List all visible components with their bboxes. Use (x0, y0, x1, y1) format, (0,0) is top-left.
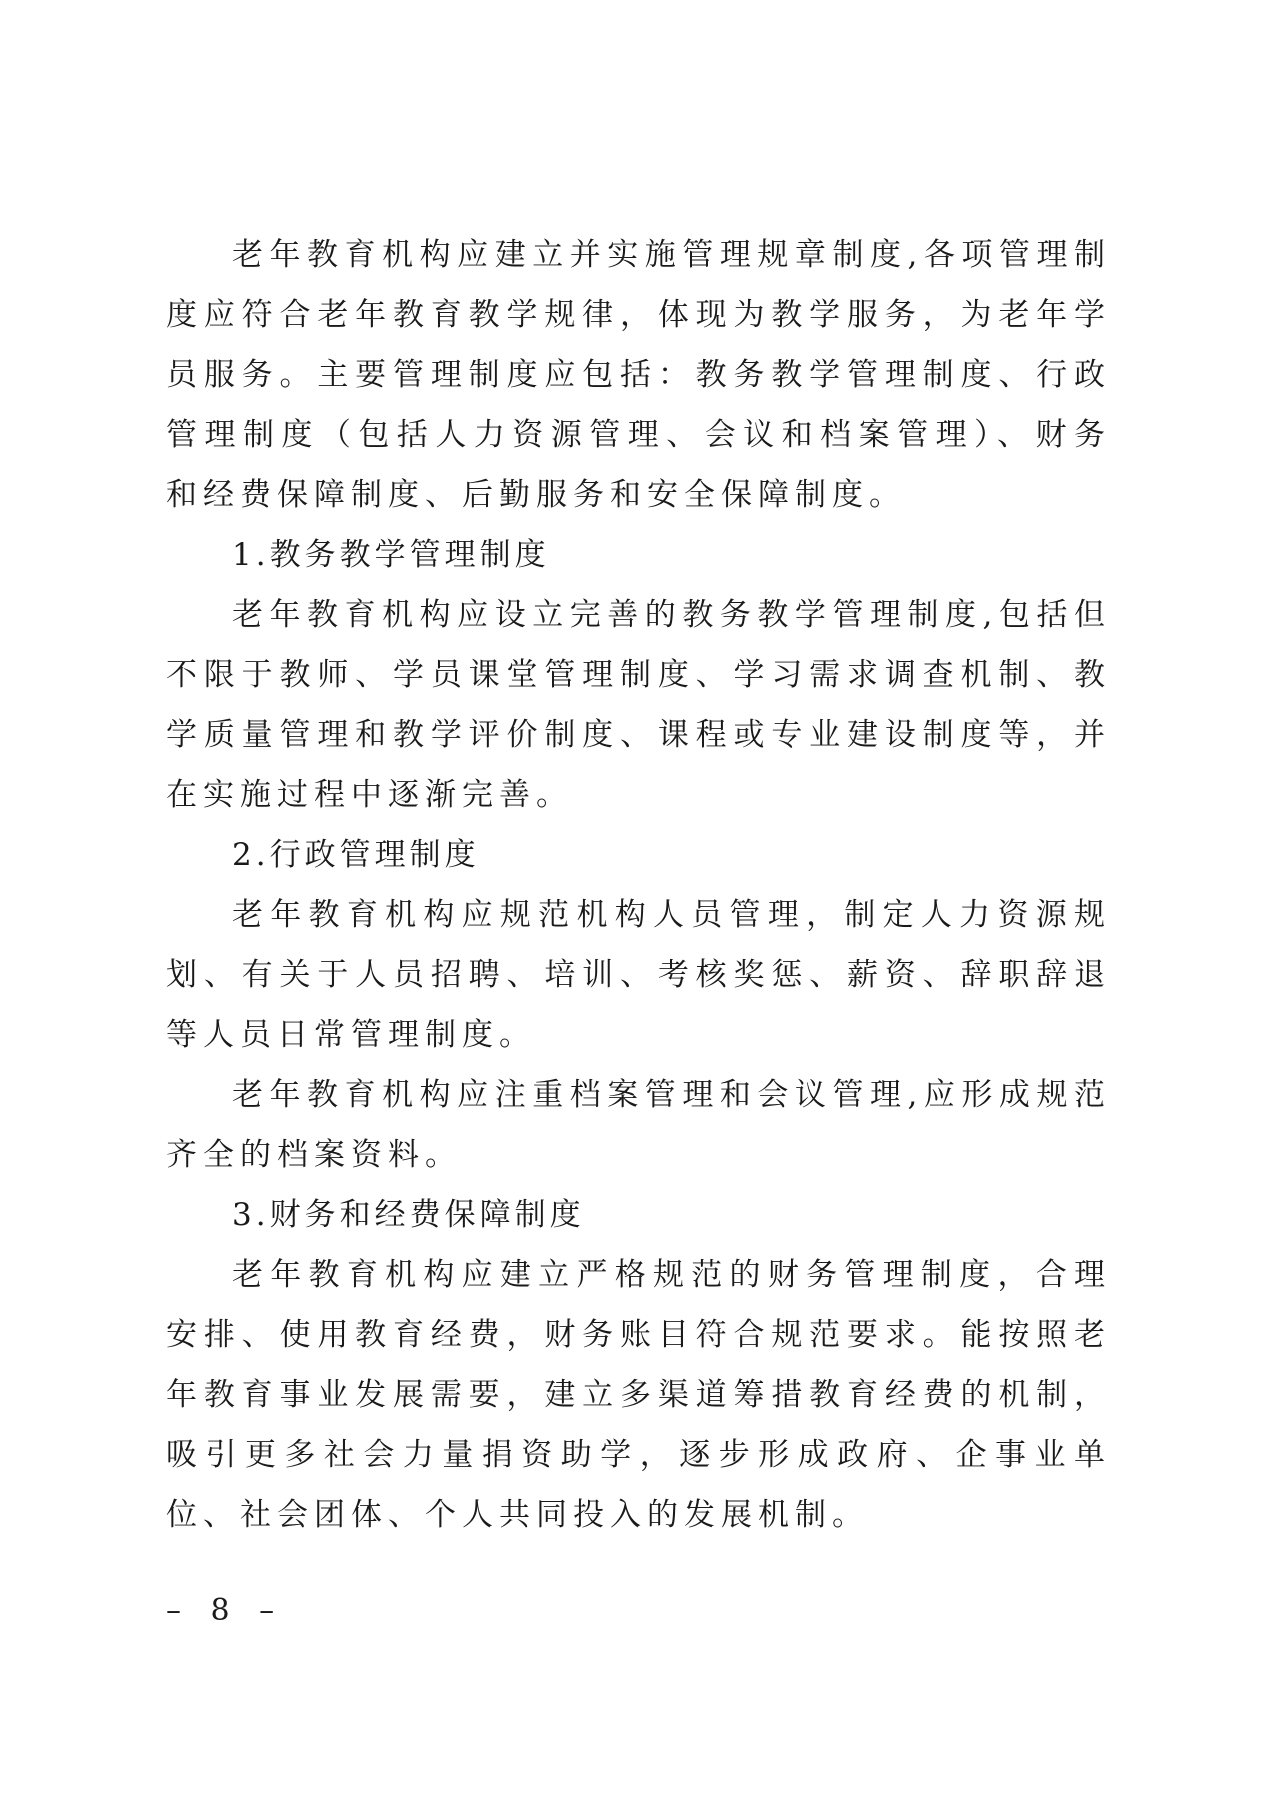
section-heading-3: 3.财务和经费保障制度 (232, 1197, 585, 1233)
section-heading-2: 2.行政管理制度 (232, 837, 480, 873)
section-heading-1: 1.教务教学管理制度 (232, 537, 550, 573)
paragraph-finance-management: 老年教育机构应建立严格规范的财务管理制度，合理安排、使用教育经费，财务账目符合规范要求。能按照老年教育事业发展需要，建立多渠道筹措教育经费的机制，吸引更多社会力量捐资助学，逐步形成政府、企事业单位、社会团体、个人共同投入的发展机制。 (166, 1257, 1111, 1533)
document-body (166, 225, 1111, 1545)
paragraph-teaching-management: 老年教育机构应设立完善的教务教学管理制度,包括但不限于教师、学员课堂管理制度、学习需求调查机制、教学质量管理和教学评价制度、课程或专业建设制度等，并在实施过程中逐渐完善。 (166, 597, 1111, 813)
page-number: – 8 – (166, 1593, 285, 1628)
paragraph-intro: 老年教育机构应建立并实施管理规章制度,各项管理制度应符合老年教育教学规律，体现为教学服务，为老年学员服务。主要管理制度应包括：教务教学管理制度、行政管理制度（包括人力资源管理、会议和档案管理）、财务和经费保障制度、后勤服务和安全保障制度。 (166, 237, 1111, 513)
paragraph-archive-management: 老年教育机构应注重档案管理和会议管理,应形成规范齐全的档案资料。 (166, 1077, 1111, 1173)
paragraph-personnel-management: 老年教育机构应规范机构人员管理，制定人力资源规划、有关于人员招聘、培训、考核奖惩、薪资、辞职辞退等人员日常管理制度。 (166, 897, 1111, 1053)
